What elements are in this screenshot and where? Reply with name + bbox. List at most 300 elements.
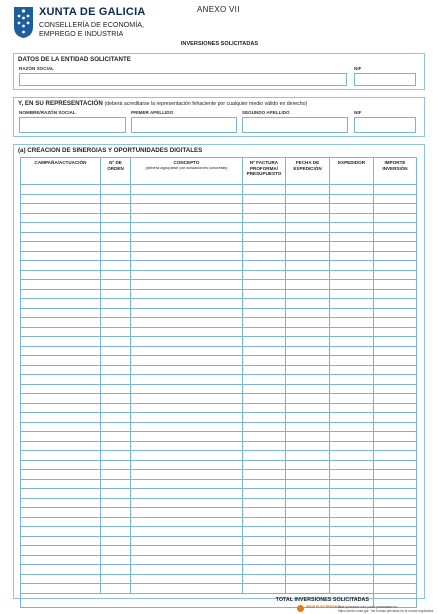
table-cell[interactable] [243,479,286,489]
table-cell[interactable] [243,299,286,309]
rep-surname2-field[interactable] [242,117,348,133]
table-cell[interactable] [131,536,243,546]
table-cell[interactable] [131,318,243,328]
table-cell[interactable] [330,460,374,470]
table-cell[interactable] [101,337,131,347]
table-cell[interactable] [101,365,131,375]
table-cell[interactable] [101,270,131,280]
table-cell[interactable] [286,508,330,518]
table-cell[interactable] [374,527,417,537]
table-cell[interactable] [243,546,286,556]
rep-name-field[interactable] [19,117,126,133]
table-cell[interactable] [101,536,131,546]
table-cell[interactable] [21,280,101,290]
table-cell[interactable] [21,327,101,337]
table-cell[interactable] [101,441,131,451]
table-cell[interactable] [286,299,330,309]
table-cell[interactable] [243,536,286,546]
table-cell[interactable] [330,413,374,423]
table-cell[interactable] [286,413,330,423]
table-cell[interactable] [101,403,131,413]
table-cell[interactable] [286,261,330,271]
table-cell[interactable] [243,508,286,518]
table-cell[interactable] [286,536,330,546]
applicant-nif-field[interactable] [354,73,416,86]
table-cell[interactable] [21,403,101,413]
table-cell[interactable] [131,337,243,347]
table-cell[interactable] [374,441,417,451]
table-cell[interactable] [330,479,374,489]
table-cell[interactable] [374,536,417,546]
table-cell[interactable] [286,565,330,575]
table-cell[interactable] [286,308,330,318]
table-cell[interactable] [243,498,286,508]
table-cell[interactable] [374,555,417,565]
table-cell[interactable] [21,356,101,366]
table-cell[interactable] [101,470,131,480]
table-cell[interactable] [286,574,330,584]
table-cell[interactable] [243,327,286,337]
table-cell[interactable] [243,251,286,261]
table-cell[interactable] [286,546,330,556]
table-cell[interactable] [243,432,286,442]
table-cell[interactable] [374,204,417,214]
table-cell[interactable] [131,527,243,537]
table-cell[interactable] [101,489,131,499]
table-cell[interactable] [330,327,374,337]
table-cell[interactable] [243,194,286,204]
table-cell[interactable] [330,470,374,480]
table-cell[interactable] [374,394,417,404]
table-cell[interactable] [131,213,243,223]
table-cell[interactable] [286,194,330,204]
table-cell[interactable] [131,327,243,337]
table-cell[interactable] [243,185,286,195]
table-cell[interactable] [243,384,286,394]
table-cell[interactable] [101,299,131,309]
table-cell[interactable] [286,384,330,394]
table-cell[interactable] [101,213,131,223]
table-cell[interactable] [131,394,243,404]
table-cell[interactable] [243,584,286,594]
table-cell[interactable] [243,261,286,271]
table-cell[interactable] [101,346,131,356]
table-cell[interactable] [131,432,243,442]
table-cell[interactable] [286,365,330,375]
table-cell[interactable] [21,261,101,271]
table-cell[interactable] [21,432,101,442]
table-cell[interactable] [286,242,330,252]
table-cell[interactable] [101,251,131,261]
table-cell[interactable] [131,384,243,394]
table-cell[interactable] [131,574,243,584]
table-cell[interactable] [131,242,243,252]
table-cell[interactable] [374,489,417,499]
table-cell[interactable] [374,327,417,337]
table-cell[interactable] [101,460,131,470]
table-cell[interactable] [131,365,243,375]
table-cell[interactable] [131,508,243,518]
table-cell[interactable] [21,413,101,423]
table-cell[interactable] [286,460,330,470]
table-cell[interactable] [21,204,101,214]
table-cell[interactable] [243,289,286,299]
table-cell[interactable] [243,204,286,214]
table-cell[interactable] [286,356,330,366]
table-cell[interactable] [374,479,417,489]
table-cell[interactable] [21,394,101,404]
table-cell[interactable] [21,489,101,499]
table-cell[interactable] [21,498,101,508]
table-cell[interactable] [330,299,374,309]
table-cell[interactable] [374,375,417,385]
table-cell[interactable] [286,527,330,537]
table-cell[interactable] [330,517,374,527]
table-cell[interactable] [21,299,101,309]
table-cell[interactable] [101,185,131,195]
table-cell[interactable] [374,270,417,280]
table-cell[interactable] [131,498,243,508]
table-cell[interactable] [101,451,131,461]
table-cell[interactable] [131,346,243,356]
table-cell[interactable] [243,470,286,480]
table-cell[interactable] [243,527,286,537]
table-cell[interactable] [286,251,330,261]
table-cell[interactable] [243,270,286,280]
table-cell[interactable] [374,251,417,261]
table-cell[interactable] [330,403,374,413]
table-cell[interactable] [330,432,374,442]
table-cell[interactable] [374,308,417,318]
table-cell[interactable] [131,223,243,233]
table-cell[interactable] [330,337,374,347]
table-cell[interactable] [131,299,243,309]
table-cell[interactable] [286,213,330,223]
table-cell[interactable] [374,403,417,413]
table-cell[interactable] [374,213,417,223]
table-cell[interactable] [374,261,417,271]
table-cell[interactable] [330,394,374,404]
table-cell[interactable] [286,498,330,508]
table-cell[interactable] [330,584,374,594]
table-cell[interactable] [330,451,374,461]
table-cell[interactable] [374,498,417,508]
table-cell[interactable] [330,223,374,233]
table-cell[interactable] [374,384,417,394]
table-cell[interactable] [286,204,330,214]
table-cell[interactable] [131,517,243,527]
rep-nif-field[interactable] [354,117,416,133]
table-cell[interactable] [243,346,286,356]
table-cell[interactable] [286,584,330,594]
table-cell[interactable] [243,394,286,404]
table-cell[interactable] [286,223,330,233]
table-cell[interactable] [21,536,101,546]
table-cell[interactable] [243,242,286,252]
table-cell[interactable] [330,185,374,195]
table-cell[interactable] [21,565,101,575]
table-cell[interactable] [101,261,131,271]
table-cell[interactable] [374,413,417,423]
table-cell[interactable] [374,289,417,299]
table-cell[interactable] [21,337,101,347]
table-cell[interactable] [243,460,286,470]
table-cell[interactable] [131,584,243,594]
table-cell[interactable] [131,460,243,470]
table-cell[interactable] [243,574,286,584]
table-cell[interactable] [131,413,243,423]
table-cell[interactable] [131,441,243,451]
table-cell[interactable] [21,346,101,356]
table-cell[interactable] [21,289,101,299]
table-cell[interactable] [131,546,243,556]
table-cell[interactable] [101,242,131,252]
table-cell[interactable] [330,441,374,451]
table-cell[interactable] [286,517,330,527]
table-cell[interactable] [286,422,330,432]
table-cell[interactable] [131,479,243,489]
table-cell[interactable] [330,242,374,252]
table-cell[interactable] [21,451,101,461]
table-cell[interactable] [101,565,131,575]
table-cell[interactable] [286,185,330,195]
table-cell[interactable] [243,489,286,499]
table-cell[interactable] [330,508,374,518]
table-cell[interactable] [330,365,374,375]
table-cell[interactable] [243,375,286,385]
rep-surname1-field[interactable] [131,117,237,133]
table-cell[interactable] [101,375,131,385]
table-cell[interactable] [101,413,131,423]
table-cell[interactable] [21,422,101,432]
table-cell[interactable] [374,574,417,584]
table-cell[interactable] [330,574,374,584]
table-cell[interactable] [330,536,374,546]
table-cell[interactable] [131,270,243,280]
table-cell[interactable] [131,185,243,195]
table-cell[interactable] [101,394,131,404]
table-cell[interactable] [374,422,417,432]
table-cell[interactable] [101,527,131,537]
table-cell[interactable] [286,394,330,404]
table-cell[interactable] [330,251,374,261]
table-cell[interactable] [374,584,417,594]
table-cell[interactable] [243,565,286,575]
table-cell[interactable] [330,270,374,280]
table-cell[interactable] [243,403,286,413]
table-cell[interactable] [286,346,330,356]
table-cell[interactable] [286,479,330,489]
table-cell[interactable] [374,432,417,442]
table-cell[interactable] [243,517,286,527]
table-cell[interactable] [330,422,374,432]
table-cell[interactable] [286,337,330,347]
table-cell[interactable] [374,356,417,366]
table-cell[interactable] [374,194,417,204]
table-cell[interactable] [330,318,374,328]
table-cell[interactable] [286,451,330,461]
table-cell[interactable] [330,384,374,394]
table-cell[interactable] [21,584,101,594]
table-cell[interactable] [286,555,330,565]
table-cell[interactable] [330,204,374,214]
table-cell[interactable] [101,204,131,214]
table-cell[interactable] [286,289,330,299]
table-cell[interactable] [101,327,131,337]
table-cell[interactable] [286,403,330,413]
table-cell[interactable] [374,451,417,461]
table-cell[interactable] [131,422,243,432]
table-cell[interactable] [101,498,131,508]
table-cell[interactable] [131,194,243,204]
table-cell[interactable] [101,318,131,328]
table-cell[interactable] [374,242,417,252]
table-cell[interactable] [330,346,374,356]
table-cell[interactable] [286,280,330,290]
table-cell[interactable] [101,546,131,556]
table-cell[interactable] [286,441,330,451]
table-cell[interactable] [286,375,330,385]
table-cell[interactable] [243,213,286,223]
table-cell[interactable] [243,356,286,366]
table-cell[interactable] [101,280,131,290]
table-cell[interactable] [330,232,374,242]
table-cell[interactable] [21,308,101,318]
table-cell[interactable] [21,574,101,584]
table-cell[interactable] [21,270,101,280]
table-cell[interactable] [374,299,417,309]
table-cell[interactable] [286,327,330,337]
table-cell[interactable] [21,242,101,252]
table-cell[interactable] [374,318,417,328]
table-cell[interactable] [101,432,131,442]
table-cell[interactable] [101,289,131,299]
table-cell[interactable] [243,318,286,328]
table-cell[interactable] [131,489,243,499]
table-cell[interactable] [330,289,374,299]
table-cell[interactable] [21,375,101,385]
table-cell[interactable] [21,527,101,537]
table-cell[interactable] [101,422,131,432]
table-cell[interactable] [21,365,101,375]
table-cell[interactable] [330,308,374,318]
table-cell[interactable] [131,375,243,385]
table-cell[interactable] [131,451,243,461]
table-cell[interactable] [101,555,131,565]
table-cell[interactable] [330,356,374,366]
table-cell[interactable] [101,584,131,594]
table-cell[interactable] [330,527,374,537]
table-cell[interactable] [131,308,243,318]
table-cell[interactable] [374,346,417,356]
table-cell[interactable] [101,356,131,366]
table-cell[interactable] [374,232,417,242]
table-cell[interactable] [330,565,374,575]
table-cell[interactable] [243,337,286,347]
table-cell[interactable] [21,384,101,394]
table-cell[interactable] [374,517,417,527]
table-cell[interactable] [286,318,330,328]
table-cell[interactable] [131,251,243,261]
table-cell[interactable] [21,546,101,556]
table-cell[interactable] [101,384,131,394]
table-cell[interactable] [21,470,101,480]
table-cell[interactable] [286,232,330,242]
table-cell[interactable] [243,555,286,565]
table-cell[interactable] [286,489,330,499]
table-cell[interactable] [243,280,286,290]
table-cell[interactable] [131,289,243,299]
table-cell[interactable] [243,308,286,318]
table-cell[interactable] [243,413,286,423]
table-cell[interactable] [131,403,243,413]
table-cell[interactable] [131,555,243,565]
table-cell[interactable] [21,555,101,565]
table-cell[interactable] [21,479,101,489]
table-cell[interactable] [21,318,101,328]
table-cell[interactable] [101,194,131,204]
table-cell[interactable] [21,517,101,527]
table-cell[interactable] [101,508,131,518]
table-cell[interactable] [330,489,374,499]
table-cell[interactable] [330,261,374,271]
table-cell[interactable] [21,213,101,223]
table-cell[interactable] [286,432,330,442]
table-cell[interactable] [330,194,374,204]
table-cell[interactable] [330,555,374,565]
table-cell[interactable] [21,441,101,451]
table-cell[interactable] [243,365,286,375]
table-cell[interactable] [286,470,330,480]
table-cell[interactable] [243,441,286,451]
table-cell[interactable] [286,270,330,280]
table-cell[interactable] [21,460,101,470]
table-cell[interactable] [374,337,417,347]
table-cell[interactable] [101,232,131,242]
table-cell[interactable] [374,280,417,290]
table-cell[interactable] [21,185,101,195]
table-cell[interactable] [131,261,243,271]
table-cell[interactable] [101,574,131,584]
table-cell[interactable] [330,546,374,556]
table-cell[interactable] [243,451,286,461]
table-cell[interactable] [374,460,417,470]
table-cell[interactable] [131,232,243,242]
table-cell[interactable] [21,223,101,233]
table-cell[interactable] [131,565,243,575]
table-cell[interactable] [21,194,101,204]
table-cell[interactable] [330,498,374,508]
table-cell[interactable] [21,508,101,518]
table-cell[interactable] [330,375,374,385]
table-cell[interactable] [101,517,131,527]
table-cell[interactable] [131,204,243,214]
table-cell[interactable] [131,470,243,480]
table-cell[interactable] [243,422,286,432]
table-cell[interactable] [101,223,131,233]
table-cell[interactable] [374,565,417,575]
table-cell[interactable] [101,479,131,489]
table-cell[interactable] [243,232,286,242]
table-cell[interactable] [374,365,417,375]
table-cell[interactable] [243,223,286,233]
table-cell[interactable] [330,213,374,223]
table-cell[interactable] [374,508,417,518]
table-cell[interactable] [374,470,417,480]
table-cell[interactable] [21,232,101,242]
table-cell[interactable] [374,546,417,556]
table-cell[interactable] [374,223,417,233]
